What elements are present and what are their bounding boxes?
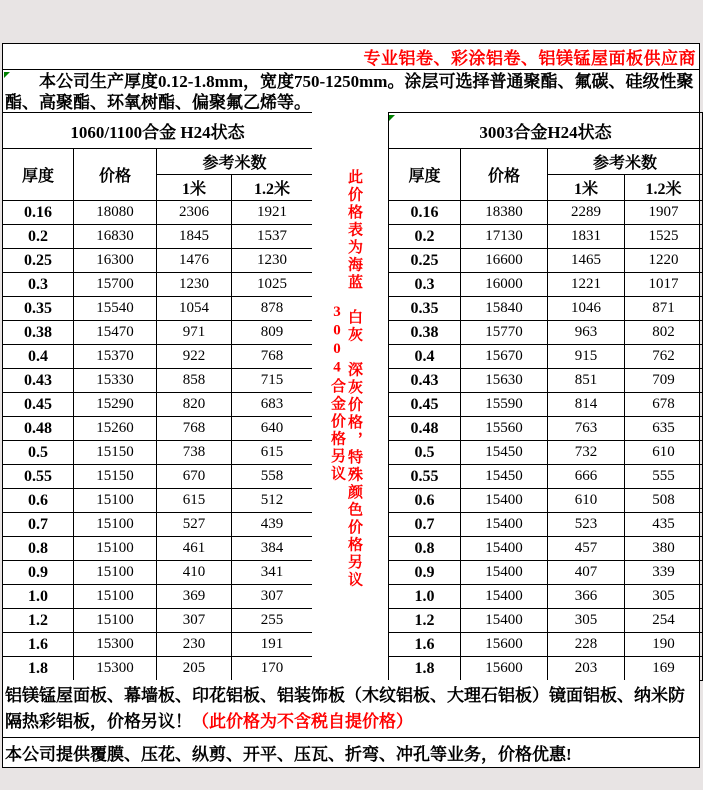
cell-thickness[interactable]: 0.7 <box>389 513 461 537</box>
cell-thickness[interactable]: 0.35 <box>389 297 461 321</box>
cell-meters-1-2m[interactable]: 1017 <box>625 273 703 297</box>
cell-meters-1m[interactable]: 1476 <box>157 249 232 273</box>
cell-price[interactable]: 15400 <box>461 561 548 585</box>
cell-meters-1m[interactable]: 820 <box>157 393 232 417</box>
cell-thickness[interactable]: 0.45 <box>389 393 461 417</box>
price-row <box>3 657 313 681</box>
price-row <box>389 321 703 345</box>
cell-meters-1-2m[interactable]: 1525 <box>625 225 703 249</box>
cell-thickness[interactable]: 1.8 <box>3 657 74 681</box>
cell-price[interactable]: 15150 <box>74 441 157 465</box>
cell-meters-1-2m[interactable]: 802 <box>625 321 703 345</box>
cell-meters-1m[interactable]: 407 <box>548 561 625 585</box>
cell-price[interactable]: 15400 <box>461 537 548 561</box>
vertical-note-side: 3004合金价格另议 <box>329 304 345 483</box>
cell-meters-1-2m[interactable]: 809 <box>232 321 313 345</box>
cell-price[interactable]: 18080 <box>74 201 157 225</box>
cell-thickness[interactable]: 0.5 <box>3 441 74 465</box>
cell-meters-1-2m[interactable]: 610 <box>625 441 703 465</box>
cell-price[interactable]: 15100 <box>74 489 157 513</box>
cell-meters-1-2m[interactable]: 715 <box>232 369 313 393</box>
price-row <box>3 537 313 561</box>
cell-meters-1m[interactable]: 615 <box>157 489 232 513</box>
cell-meters-1-2m[interactable]: 1537 <box>232 225 313 249</box>
cell-price[interactable]: 16300 <box>74 249 157 273</box>
col-header-thickness[interactable]: 厚度 <box>389 149 461 201</box>
cell-meters-1-2m[interactable]: 1907 <box>625 201 703 225</box>
cell-meters-1m[interactable]: 230 <box>157 633 232 657</box>
cell-meters-1-2m[interactable]: 435 <box>625 513 703 537</box>
cell-thickness[interactable]: 0.38 <box>3 321 74 345</box>
price-table-3003 <box>388 112 703 681</box>
cell-price[interactable]: 15100 <box>74 513 157 537</box>
cell-meters-1m[interactable]: 666 <box>548 465 625 489</box>
cell-price[interactable]: 15600 <box>461 633 548 657</box>
cell-thickness[interactable]: 0.3 <box>389 273 461 297</box>
tax-note: （此价格为不含税自提价格） <box>192 712 413 731</box>
cell-meters-1-2m[interactable]: 640 <box>232 417 313 441</box>
price-row <box>389 489 703 513</box>
cell-meters-1m[interactable]: 307 <box>157 609 232 633</box>
cell-meters-1m[interactable]: 851 <box>548 369 625 393</box>
price-row <box>3 273 313 297</box>
price-table-1060-1100 <box>2 112 313 681</box>
price-row <box>389 513 703 537</box>
table-header-row <box>389 149 703 175</box>
cell-meters-1m[interactable]: 1465 <box>548 249 625 273</box>
cell-price[interactable]: 15450 <box>461 465 548 489</box>
price-row <box>389 201 703 225</box>
cell-meters-1m[interactable]: 670 <box>157 465 232 489</box>
cell-thickness[interactable]: 0.8 <box>389 537 461 561</box>
cell-thickness[interactable]: 0.4 <box>389 345 461 369</box>
price-row <box>389 369 703 393</box>
cell-price[interactable]: 15770 <box>461 321 548 345</box>
price-sheet <box>2 43 700 768</box>
cell-meters-1m[interactable]: 814 <box>548 393 625 417</box>
cell-thickness[interactable]: 0.8 <box>3 537 74 561</box>
price-row <box>3 489 313 513</box>
cell-thickness[interactable]: 0.6 <box>3 489 74 513</box>
cell-price[interactable]: 15300 <box>74 633 157 657</box>
cell-thickness[interactable]: 1.6 <box>389 633 461 657</box>
col-header-price[interactable]: 价格 <box>461 149 548 201</box>
cell-meters-1m[interactable]: 305 <box>548 609 625 633</box>
cell-error-indicator-icon <box>389 115 395 121</box>
cell-meters-1-2m[interactable]: 170 <box>232 657 313 681</box>
price-row <box>3 369 313 393</box>
supplier-headline: 专业铝卷、彩涂铝卷、铝镁锰屋面板供应商 <box>363 49 696 68</box>
cell-meters-1m[interactable]: 410 <box>157 561 232 585</box>
cell-price[interactable]: 15400 <box>461 489 548 513</box>
cell-thickness[interactable]: 0.55 <box>3 465 74 489</box>
cell-thickness[interactable]: 0.16 <box>3 201 74 225</box>
col-header-1m[interactable]: 1米 <box>157 175 232 201</box>
table-title-cell[interactable]: 3003合金H24状态 <box>389 113 703 149</box>
col-header-ref-meters[interactable]: 参考米数 <box>157 149 313 175</box>
price-row <box>3 201 313 225</box>
table-title-row <box>389 113 703 149</box>
cell-meters-1m[interactable]: 858 <box>157 369 232 393</box>
cell-meters-1m[interactable]: 763 <box>548 417 625 441</box>
cell-meters-1m[interactable]: 1046 <box>548 297 625 321</box>
cell-meters-1m[interactable]: 1221 <box>548 273 625 297</box>
cell-meters-1m[interactable]: 971 <box>157 321 232 345</box>
cell-meters-1m[interactable]: 732 <box>548 441 625 465</box>
price-row <box>389 345 703 369</box>
products-note: 铝镁锰屋面板、幕墙板、印花铝板、铝装饰板（木纹铝板、大理石铝板）镜面铝板、纳米防隔热彩铝板，价格另议！ <box>5 686 685 731</box>
cell-price[interactable]: 15400 <box>461 585 548 609</box>
cell-thickness[interactable]: 0.45 <box>3 393 74 417</box>
cell-meters-1-2m[interactable]: 512 <box>232 489 313 513</box>
price-row <box>389 273 703 297</box>
cell-price[interactable]: 15560 <box>461 417 548 441</box>
cell-meters-1m[interactable]: 461 <box>157 537 232 561</box>
cell-meters-1-2m[interactable]: 384 <box>232 537 313 561</box>
price-row <box>3 417 313 441</box>
cell-thickness[interactable]: 0.16 <box>389 201 461 225</box>
cell-price[interactable]: 16600 <box>461 249 548 273</box>
cell-price[interactable]: 16000 <box>461 273 548 297</box>
price-row <box>389 657 703 681</box>
cell-meters-1-2m[interactable]: 683 <box>232 393 313 417</box>
cell-meters-1m[interactable]: 2289 <box>548 201 625 225</box>
cell-meters-1-2m[interactable]: 635 <box>625 417 703 441</box>
price-row <box>3 225 313 249</box>
price-row <box>3 321 313 345</box>
cell-thickness[interactable]: 0.5 <box>389 441 461 465</box>
cell-price[interactable]: 15400 <box>461 609 548 633</box>
cell-meters-1m[interactable]: 1230 <box>157 273 232 297</box>
cell-meters-1-2m[interactable]: 678 <box>625 393 703 417</box>
table-head <box>389 113 703 201</box>
cell-error-indicator-icon <box>4 72 10 78</box>
cell-meters-1-2m[interactable]: 1921 <box>232 201 313 225</box>
table-body <box>3 201 313 681</box>
cell-price[interactable]: 15100 <box>74 561 157 585</box>
cell-price[interactable]: 17130 <box>461 225 548 249</box>
cell-meters-1-2m[interactable]: 1230 <box>232 249 313 273</box>
price-row <box>389 393 703 417</box>
price-row <box>389 441 703 465</box>
price-row <box>3 633 313 657</box>
cell-price[interactable]: 15670 <box>461 345 548 369</box>
table-title-cell[interactable]: 1060/1100合金 H24状态 <box>3 113 313 149</box>
table-head <box>3 113 313 201</box>
cell-thickness[interactable]: 0.25 <box>389 249 461 273</box>
cell-meters-1m[interactable]: 1845 <box>157 225 232 249</box>
cell-price[interactable]: 15260 <box>74 417 157 441</box>
services-note-cell[interactable] <box>3 738 699 767</box>
cell-thickness[interactable]: 0.43 <box>3 369 74 393</box>
cell-price[interactable]: 15150 <box>74 465 157 489</box>
col-header-1-2m[interactable]: 1.2米 <box>625 175 703 201</box>
cell-meters-1-2m[interactable]: 615 <box>232 441 313 465</box>
cell-thickness[interactable]: 0.7 <box>3 513 74 537</box>
cell-thickness[interactable]: 0.48 <box>3 417 74 441</box>
cell-meters-1m[interactable]: 523 <box>548 513 625 537</box>
cell-thickness[interactable]: 1.2 <box>389 609 461 633</box>
company-description: 本公司生产厚度0.12-1.8mm，宽度750-1250mm。涂层可选择普通聚酯、氟碳、硅级性聚酯、高聚酯、环氧树酯、偏聚氟乙烯等。 <box>5 72 694 112</box>
cell-thickness[interactable]: 0.55 <box>389 465 461 489</box>
cell-meters-1-2m[interactable]: 190 <box>625 633 703 657</box>
price-row <box>3 465 313 489</box>
cell-price[interactable]: 15450 <box>461 441 548 465</box>
col-header-1-2m[interactable]: 1.2米 <box>232 175 313 201</box>
cell-price[interactable]: 15700 <box>74 273 157 297</box>
vertical-note-main: 此价格表为海蓝 白灰 深灰价格，特殊颜色价格另议 <box>346 169 362 589</box>
cell-meters-1-2m[interactable]: 254 <box>625 609 703 633</box>
cell-thickness[interactable]: 0.6 <box>389 489 461 513</box>
cell-price[interactable]: 15100 <box>74 537 157 561</box>
cell-price[interactable]: 15370 <box>74 345 157 369</box>
price-row <box>3 561 313 585</box>
price-row <box>3 297 313 321</box>
cell-price[interactable]: 15100 <box>74 609 157 633</box>
table-body <box>389 201 703 681</box>
cell-meters-1m[interactable]: 768 <box>157 417 232 441</box>
cell-thickness[interactable]: 1.2 <box>3 609 74 633</box>
cell-meters-1-2m[interactable]: 191 <box>232 633 313 657</box>
cell-meters-1-2m[interactable]: 305 <box>625 585 703 609</box>
cell-meters-1m[interactable]: 1054 <box>157 297 232 321</box>
products-note-cell[interactable] <box>3 680 699 738</box>
price-row <box>389 249 703 273</box>
cell-thickness[interactable]: 0.9 <box>3 561 74 585</box>
cell-thickness[interactable]: 0.2 <box>389 225 461 249</box>
cell-price[interactable]: 15590 <box>461 393 548 417</box>
col-header-1m[interactable]: 1米 <box>548 175 625 201</box>
col-header-thickness[interactable]: 厚度 <box>3 149 74 201</box>
price-row <box>389 297 703 321</box>
cell-meters-1-2m[interactable]: 1220 <box>625 249 703 273</box>
cell-meters-1m[interactable]: 203 <box>548 657 625 681</box>
cell-thickness[interactable]: 0.9 <box>389 561 461 585</box>
cell-meters-1-2m[interactable]: 169 <box>625 657 703 681</box>
table-header-row <box>3 149 313 175</box>
cell-price[interactable]: 15540 <box>74 297 157 321</box>
cell-thickness[interactable]: 0.4 <box>3 345 74 369</box>
cell-thickness[interactable]: 0.43 <box>389 369 461 393</box>
price-row <box>3 441 313 465</box>
cell-thickness[interactable]: 0.38 <box>389 321 461 345</box>
cell-thickness[interactable]: 0.48 <box>389 417 461 441</box>
cell-price[interactable]: 15600 <box>461 657 548 681</box>
table-title-row <box>3 113 313 149</box>
col-header-price[interactable]: 价格 <box>74 149 157 201</box>
cell-price[interactable]: 16830 <box>74 225 157 249</box>
cell-price[interactable]: 15300 <box>74 657 157 681</box>
price-row <box>3 393 313 417</box>
price-row <box>389 465 703 489</box>
price-row <box>3 513 313 537</box>
cell-meters-1m[interactable]: 922 <box>157 345 232 369</box>
price-row <box>3 249 313 273</box>
cell-meters-1-2m[interactable]: 878 <box>232 297 313 321</box>
cell-thickness[interactable]: 0.2 <box>3 225 74 249</box>
cell-thickness[interactable]: 0.25 <box>3 249 74 273</box>
cell-price[interactable]: 15470 <box>74 321 157 345</box>
cell-price[interactable]: 15290 <box>74 393 157 417</box>
cell-meters-1m[interactable]: 205 <box>157 657 232 681</box>
cell-price[interactable]: 15840 <box>461 297 548 321</box>
cell-meters-1m[interactable]: 738 <box>157 441 232 465</box>
cell-meters-1m[interactable]: 963 <box>548 321 625 345</box>
middle-note-cell[interactable] <box>312 112 388 680</box>
price-row <box>389 561 703 585</box>
cell-thickness[interactable]: 0.35 <box>3 297 74 321</box>
cell-price[interactable]: 18380 <box>461 201 548 225</box>
cell-meters-1m[interactable]: 1831 <box>548 225 625 249</box>
cell-meters-1-2m[interactable]: 255 <box>232 609 313 633</box>
cell-meters-1-2m[interactable]: 341 <box>232 561 313 585</box>
cell-meters-1-2m[interactable]: 762 <box>625 345 703 369</box>
cell-thickness[interactable]: 0.3 <box>3 273 74 297</box>
cell-meters-1m[interactable]: 228 <box>548 633 625 657</box>
price-row <box>3 609 313 633</box>
cell-meters-1-2m[interactable]: 380 <box>625 537 703 561</box>
cell-meters-1-2m[interactable]: 1025 <box>232 273 313 297</box>
cell-meters-1m[interactable]: 366 <box>548 585 625 609</box>
cell-meters-1-2m[interactable]: 768 <box>232 345 313 369</box>
cell-meters-1m[interactable]: 915 <box>548 345 625 369</box>
cell-meters-1-2m[interactable]: 558 <box>232 465 313 489</box>
price-row <box>389 585 703 609</box>
cell-meters-1m[interactable]: 2306 <box>157 201 232 225</box>
cell-price[interactable]: 15100 <box>74 585 157 609</box>
cell-meters-1-2m[interactable]: 339 <box>625 561 703 585</box>
cell-meters-1m[interactable]: 369 <box>157 585 232 609</box>
price-row <box>3 585 313 609</box>
col-header-ref-meters[interactable]: 参考米数 <box>548 149 703 175</box>
services-note: 本公司提供覆膜、压花、纵剪、开平、压瓦、折弯、冲孔等业务，价格优惠! <box>5 745 572 764</box>
cell-meters-1-2m[interactable]: 871 <box>625 297 703 321</box>
cell-price[interactable]: 15630 <box>461 369 548 393</box>
cell-meters-1-2m[interactable]: 307 <box>232 585 313 609</box>
cell-meters-1m[interactable]: 610 <box>548 489 625 513</box>
cell-thickness[interactable]: 1.6 <box>3 633 74 657</box>
supplier-headline-cell[interactable] <box>3 44 699 70</box>
cell-meters-1-2m[interactable]: 508 <box>625 489 703 513</box>
price-row <box>389 633 703 657</box>
cell-meters-1-2m[interactable]: 439 <box>232 513 313 537</box>
price-row <box>389 537 703 561</box>
cell-meters-1m[interactable]: 527 <box>157 513 232 537</box>
price-row <box>3 345 313 369</box>
cell-meters-1-2m[interactable]: 709 <box>625 369 703 393</box>
cell-meters-1m[interactable]: 457 <box>548 537 625 561</box>
cell-thickness[interactable]: 1.8 <box>389 657 461 681</box>
company-description-cell[interactable] <box>3 71 699 112</box>
cell-thickness[interactable]: 1.0 <box>3 585 74 609</box>
cell-price[interactable]: 15400 <box>461 513 548 537</box>
cell-price[interactable]: 15330 <box>74 369 157 393</box>
price-row <box>389 417 703 441</box>
price-row <box>389 225 703 249</box>
price-row <box>389 609 703 633</box>
cell-thickness[interactable]: 1.0 <box>389 585 461 609</box>
cell-meters-1-2m[interactable]: 555 <box>625 465 703 489</box>
